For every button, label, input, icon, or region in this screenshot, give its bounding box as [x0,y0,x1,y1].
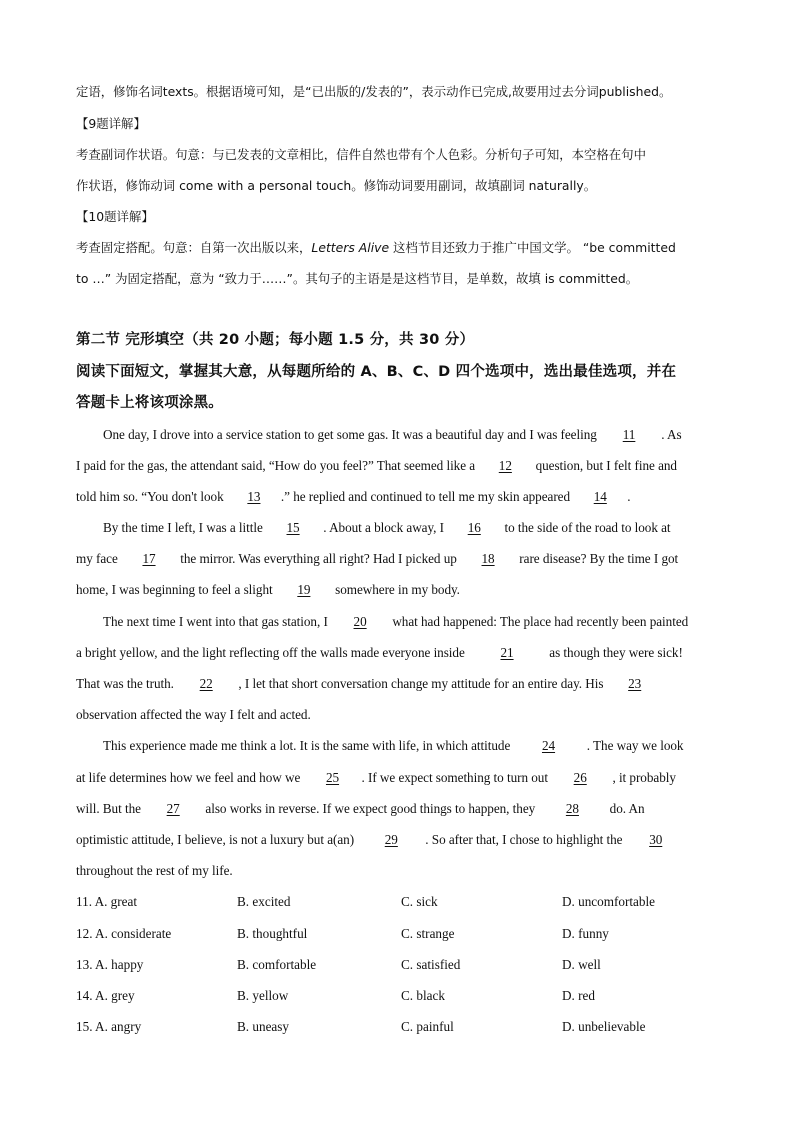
option-row [76,957,726,973]
option-row [76,926,726,942]
blank-15: 15 [286,520,300,535]
q9-explanation-line2: 作状语，修饰动词 come with a personal touch。修饰动词要用副词，故填副词 naturally。 [76,178,597,193]
blank-24: 24 [541,738,556,753]
passage-p3-line3: That was the truth. 22 , I let that short conversation change my attitude for an entire day. His 23 [76,676,728,692]
option-b[interactable]: B. thoughtful [237,926,308,941]
option-a[interactable]: 14. A. grey [76,988,135,1003]
passage-p2-line3: home, I was beginning to feel a slight 19 somewhere in my body. [76,582,460,597]
option-a[interactable]: 12. A. considerate [76,926,172,941]
option-c[interactable]: C. sick [401,894,438,909]
section-instruction-line1: 阅读下面短文，掌握其大意，从每题所给的 A、B、C、D 四个选项中，选出最佳选项，并在 [76,364,677,380]
option-row [76,894,726,910]
option-c[interactable]: C. painful [401,1019,454,1034]
blank-17: 17 [142,551,156,566]
option-b[interactable]: B. excited [237,894,291,909]
passage-p4-line2: at life determines how we feel and how we 25 . If we expect something to turn out 26 , it probably [76,770,676,785]
passage-p3-line1: The next time I went into that gas station, I 20 what had happened: The place had recently been painted [103,614,689,629]
passage-p3-line2: a bright yellow, and the light reflecting off the walls made everyone inside 21 as though they were sick! [76,645,683,660]
option-a[interactable]: 15. A. angry [76,1019,142,1034]
blank-13: 13 [247,489,261,504]
section-title: 第二节 完形填空（共 20 小题；每小题 1.5 分，共 30 分） [76,332,475,348]
option-d[interactable]: D. funny [562,926,609,941]
option-c[interactable]: C. strange [401,926,455,941]
option-d[interactable]: D. well [562,957,601,972]
passage-p2-line1: By the time I left, I was a little 15 . About a block away, I 16 to the side of the road to look at [103,520,671,535]
option-c[interactable]: C. black [401,988,445,1003]
passage-p4-line1: This experience made me think a lot. It is the same with life, in which attitude 24 . The way we look [103,738,684,753]
blank-16: 16 [467,520,481,535]
blank-11: 11 [622,427,636,442]
blank-26: 26 [573,770,587,785]
passage-p2-line2: my face 17 the mirror. Was everything all right? Had I picked up 18 rare disease? By the time I got [76,551,679,566]
explanation-q8-tail: 定语，修饰名词texts。根据语境可知，是“已出版的/发表的”，表示动作已完成,故要用过去分词published。 [76,84,672,99]
blank-29: 29 [384,832,398,847]
blank-12: 12 [498,458,512,473]
passage-p4-line3: will. But the 27 also works in reverse. If we expect good things to happen, they 28 do. An [76,801,645,816]
option-c[interactable]: C. satisfied [401,957,461,972]
blank-23: 23 [628,676,642,691]
passage-p1-line2: I paid for the gas, the attendant said, “How do you feel?” That seemed like a 12 question, but I felt fine and [76,458,677,473]
option-d[interactable]: D. unbelievable [562,1019,646,1034]
option-b[interactable]: B. uneasy [237,1019,290,1034]
q9-explanation-line1: 考查副词作状语。句意：与已发表的文章相比，信件自然也带有个人色彩。分析句子可知，本空格在句中 [76,147,646,162]
blank-21: 21 [500,645,514,660]
blank-19: 19 [297,582,311,597]
passage-p4-line5: throughout the rest of my life. [76,863,233,878]
blank-25: 25 [325,770,340,785]
passage-p1-line1: One day, I drove into a service station to get some gas. It was a beautiful day and I was feeling 11 . As [103,427,682,442]
passage-p3-line4: observation affected the way I felt and acted. [76,707,311,722]
option-a[interactable]: 11. A. great [76,894,138,909]
passage-p4-line4: optimistic attitude, I believe, is not a luxury but a(an) 29 . So after that, I chose to highlight the 30 [76,832,728,848]
q10-explanation-line2: to …” 为固定搭配，意为 “致力于……”。其句子的主语是是这档节目，是单数，故填 is committed。 [76,271,639,286]
q9-title: 【9题详解】 [76,116,146,131]
section-instruction-line2: 答题卡上将该项涂黑。 [76,395,223,411]
option-row [76,988,726,1004]
q10-title: 【10题详解】 [76,209,154,224]
q10-explanation-line1: 考查固定搭配。句意：自第一次出版以来，Letters Alive 这档节目还致力于推广中国文学。 “be committed [76,240,676,255]
option-b[interactable]: B. comfortable [237,957,317,972]
blank-30: 30 [649,832,663,847]
blank-22: 22 [199,676,213,691]
option-row [76,1019,726,1035]
option-a[interactable]: 13. A. happy [76,957,144,972]
blank-14: 14 [593,489,607,504]
blank-20: 20 [353,614,367,629]
passage-p1-line3: told him so. “You don't look 13 .” he replied and continued to tell me my skin appeared 14 . [76,489,631,504]
option-b[interactable]: B. yellow [237,988,289,1003]
option-d[interactable]: D. uncomfortable [562,894,656,909]
blank-27: 27 [166,801,180,816]
option-d[interactable]: D. red [562,988,595,1003]
blank-28: 28 [565,801,579,816]
blank-18: 18 [481,551,495,566]
